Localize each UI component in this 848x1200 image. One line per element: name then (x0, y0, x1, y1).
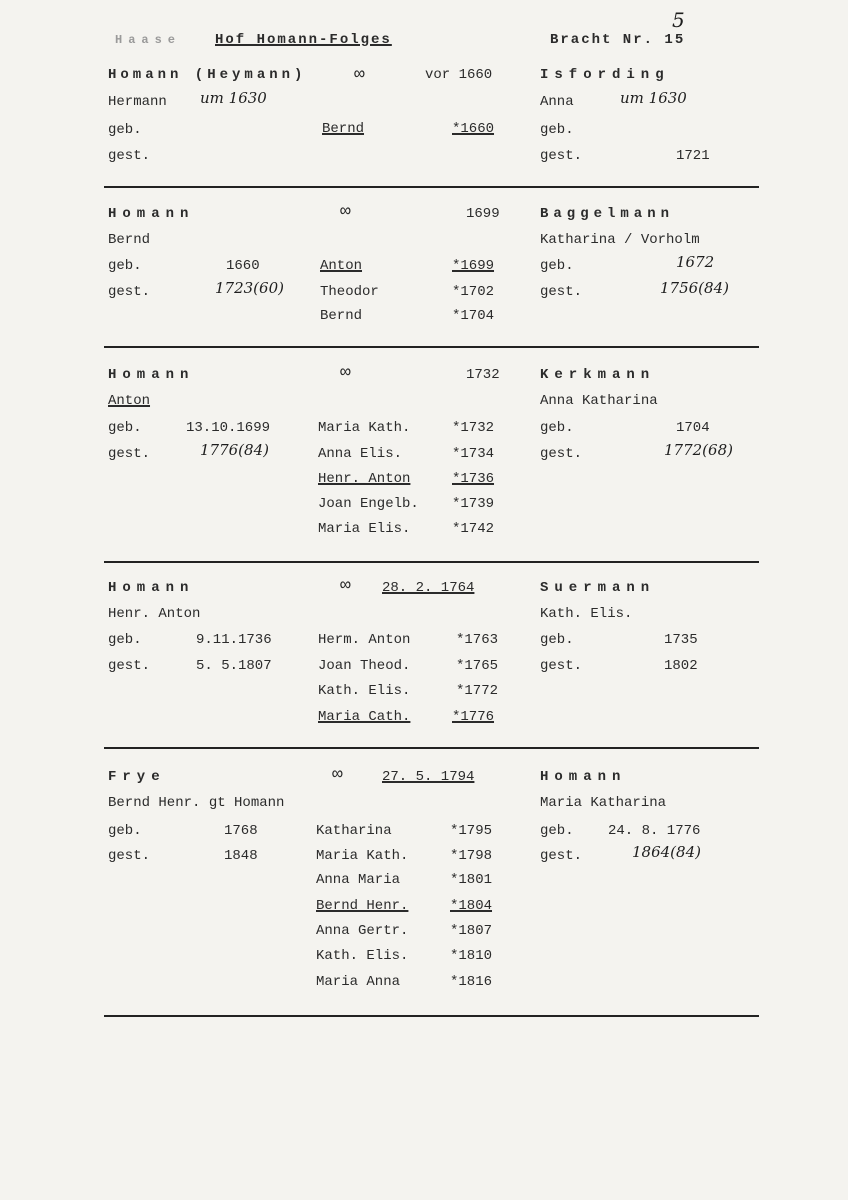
child-birth: *1739 (452, 496, 495, 512)
child-name: Kath. Elis. (318, 683, 411, 699)
child-name: Henr. Anton (318, 471, 411, 487)
wife-birth: 24. 8. 1776 (608, 823, 701, 839)
husband-death: 5. 5.1807 (196, 658, 272, 674)
child-name: Maria Kath. (318, 420, 411, 436)
child-birth: *1801 (450, 872, 493, 888)
child-birth: *1816 (450, 974, 493, 990)
child-birth: *1742 (452, 521, 495, 537)
child-birth: *1810 (450, 948, 493, 964)
marriage-date: 27. 5. 1794 (382, 769, 475, 785)
wife-death: 1802 (664, 658, 698, 674)
child-name: Joan Engelb. (318, 496, 419, 512)
child-birth: *1732 (452, 420, 495, 436)
child-birth: *1776 (452, 709, 495, 725)
wife-gest-label: gest. (540, 446, 583, 462)
wife-death: 1721 (676, 148, 710, 164)
wife-death-note: 1864(84) (632, 843, 701, 861)
child-birth: *1702 (452, 284, 495, 300)
wife-geb-label: geb. (540, 420, 574, 436)
wife-name: Anna Katharina (540, 393, 658, 409)
husband-name: Hermann (108, 94, 167, 110)
husband-birth: 1768 (224, 823, 258, 839)
child-birth: *1699 (452, 258, 495, 274)
husband-name: Bernd (108, 232, 151, 248)
child-birth: *1804 (450, 898, 493, 914)
wife-birth: 1704 (676, 420, 710, 436)
husband-gest-label: gest. (108, 284, 151, 300)
wife-gest-label: gest. (540, 658, 583, 674)
wife-birth-note: 1672 (676, 253, 715, 271)
wife-gest-label: gest. (540, 148, 583, 164)
child-birth: *1704 (452, 308, 495, 324)
wife-birth: 1735 (664, 632, 698, 648)
husband-name: Henr. Anton (108, 606, 201, 622)
child-birth: *1660 (452, 121, 495, 137)
wife-geb-label: geb. (540, 258, 574, 274)
marriage-date: 28. 2. 1764 (382, 580, 475, 596)
child-name: Herm. Anton (318, 632, 411, 648)
child-name: Kath. Elis. (316, 948, 409, 964)
child-name: Joan Theod. (318, 658, 411, 674)
wife-surname: Baggelmann (540, 206, 675, 222)
wife-name: Katharina / Vorholm (540, 232, 700, 248)
wife-geb-label: geb. (540, 823, 574, 839)
child-name: Anna Elis. (318, 446, 403, 462)
section-divider (104, 1015, 759, 1017)
child-name: Bernd (320, 308, 363, 324)
child-birth: *1736 (452, 471, 495, 487)
child-name: Bernd (322, 121, 365, 137)
marriage-date: 1732 (466, 367, 500, 383)
child-name: Maria Cath. (318, 709, 411, 725)
husband-surname: Homann (108, 206, 195, 222)
marriage-symbol: ∞ (340, 576, 351, 596)
husband-gest-label: gest. (108, 148, 151, 164)
faint-header-text: Haase (115, 33, 182, 47)
husband-surname: Homann (Heymann) (108, 67, 307, 83)
marriage-symbol: ∞ (332, 765, 343, 785)
child-name: Anton (320, 258, 363, 274)
wife-surname: Suermann (540, 580, 656, 596)
husband-birth: 1660 (226, 258, 260, 274)
section-divider (104, 747, 759, 749)
husband-surname: Frye (108, 769, 166, 785)
husband-death: 1848 (224, 848, 258, 864)
child-birth: *1765 (456, 658, 499, 674)
page-number: 5 (672, 8, 685, 32)
section-divider (104, 346, 759, 348)
child-birth: *1763 (456, 632, 499, 648)
husband-geb-label: geb. (108, 258, 142, 274)
document-title: Hof Homann-Folges (215, 32, 392, 48)
husband-geb-label: geb. (108, 420, 142, 436)
husband-birth-note: um 1630 (200, 89, 267, 107)
child-name: Maria Anna (316, 974, 401, 990)
child-birth: *1734 (452, 446, 495, 462)
husband-surname: Homann (108, 580, 195, 596)
child-name: Katharina (316, 823, 392, 839)
wife-surname: Isfording (540, 67, 670, 83)
section-divider (104, 186, 759, 188)
wife-death-note: 1756(84) (660, 279, 729, 297)
child-name: Bernd Henr. (316, 898, 409, 914)
child-birth: *1798 (450, 848, 493, 864)
wife-surname: Kerkmann (540, 367, 656, 383)
husband-surname: Homann (108, 367, 195, 383)
husband-gest-label: gest. (108, 848, 151, 864)
wife-gest-label: gest. (540, 284, 583, 300)
wife-geb-label: geb. (540, 632, 574, 648)
husband-gest-label: gest. (108, 446, 151, 462)
husband-geb-label: geb. (108, 122, 142, 138)
marriage-symbol: ∞ (354, 65, 365, 85)
wife-name: Maria Katharina (540, 795, 667, 811)
bracht-number: Bracht Nr. 15 (550, 32, 686, 48)
child-name: Maria Kath. (316, 848, 409, 864)
husband-name: Anton (108, 393, 151, 409)
husband-death-note: 1723(60) (215, 279, 284, 297)
wife-name: Kath. Elis. (540, 606, 633, 622)
marriage-date: 1699 (466, 206, 500, 222)
marriage-date: vor 1660 (425, 67, 493, 83)
child-birth: *1795 (450, 823, 493, 839)
section-divider (104, 561, 759, 563)
child-name: Maria Elis. (318, 521, 411, 537)
wife-death-note: 1772(68) (664, 441, 733, 459)
child-name: Anna Maria (316, 872, 401, 888)
husband-birth: 9.11.1736 (196, 632, 272, 648)
child-name: Theodor (320, 284, 379, 300)
wife-birth-note: um 1630 (620, 89, 687, 107)
wife-gest-label: gest. (540, 848, 583, 864)
wife-geb-label: geb. (540, 122, 574, 138)
marriage-symbol: ∞ (340, 363, 351, 383)
husband-birth: 13.10.1699 (186, 420, 271, 436)
child-birth: *1807 (450, 923, 493, 939)
wife-surname: Homann (540, 769, 627, 785)
husband-gest-label: gest. (108, 658, 151, 674)
marriage-symbol: ∞ (340, 202, 351, 222)
child-name: Anna Gertr. (316, 923, 409, 939)
husband-death-note: 1776(84) (200, 441, 269, 459)
child-birth: *1772 (456, 683, 499, 699)
husband-name: Bernd Henr. gt Homann (108, 795, 285, 811)
wife-name: Anna (540, 94, 574, 110)
husband-geb-label: geb. (108, 632, 142, 648)
husband-geb-label: geb. (108, 823, 142, 839)
